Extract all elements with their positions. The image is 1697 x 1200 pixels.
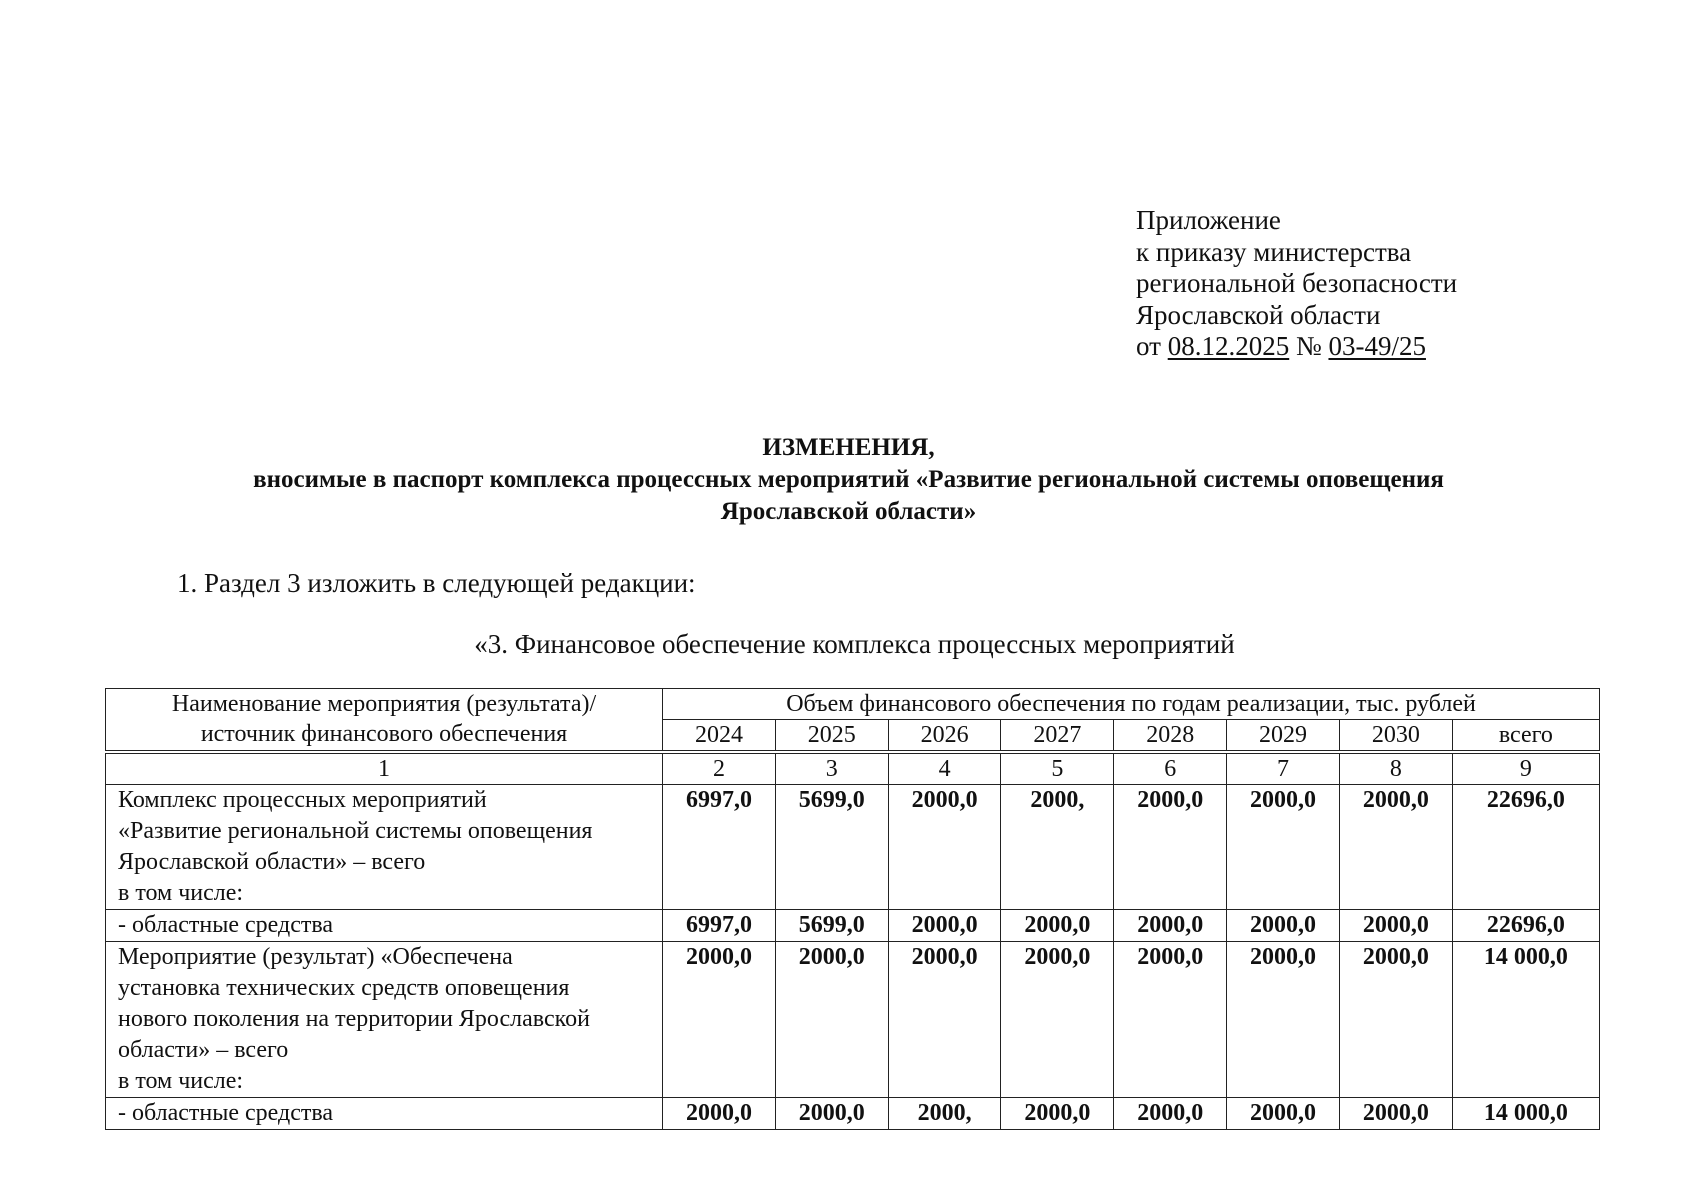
order-date: 08.12.2025: [1167, 331, 1290, 361]
document-title: ИЗМЕНЕНИЯ,: [762, 434, 935, 461]
column-number-cell: 5: [1001, 754, 1114, 785]
year-cell: 2025: [775, 720, 888, 751]
table-row: [106, 785, 1600, 910]
value-cell: 2000,0: [1339, 942, 1452, 1098]
column-number-cell: 1: [106, 754, 663, 785]
column-number-cell: 7: [1227, 754, 1340, 785]
value-cell: 2000,0: [888, 942, 1001, 1098]
appendix-line: Приложение: [1136, 205, 1281, 235]
value-cell: 2000,0: [1001, 1098, 1114, 1130]
value-cell: 2000,0: [888, 785, 1001, 910]
value-cell: 2000,0: [1114, 1098, 1227, 1130]
value-cell: 2000,0: [1339, 785, 1452, 910]
total-value-cell: 14 000,0: [1452, 942, 1599, 1098]
row-name-line: Мероприятие (результат) «Обеспечена: [118, 944, 513, 970]
row-name-line: области» – всего: [118, 1037, 289, 1063]
value-cell: 2000,0: [1227, 785, 1340, 910]
value-cell: 2000,0: [663, 1098, 776, 1130]
total-header-cell: всего: [1452, 720, 1599, 751]
row-name-line: Ярославской области» – всего: [118, 849, 426, 875]
value-cell: 2000,: [888, 1098, 1001, 1130]
year-cell: 2028: [1114, 720, 1227, 751]
row-name-line: в том числе:: [118, 1068, 244, 1094]
number-sign: №: [1295, 331, 1322, 361]
header-name-cell: [106, 689, 663, 751]
year-cell: 2027: [1001, 720, 1114, 751]
value-cell: 5699,0: [775, 785, 888, 910]
order-number: 03-49/25: [1328, 331, 1426, 361]
value-cell: 2000,: [1001, 785, 1114, 910]
column-number-cell: 2: [663, 754, 776, 785]
year-cell: 2029: [1227, 720, 1340, 751]
value-cell: 2000,0: [1339, 910, 1452, 942]
value-cell: 2000,0: [1114, 910, 1227, 942]
column-number-cell: 3: [775, 754, 888, 785]
total-value-cell: 22696,0: [1452, 785, 1599, 910]
row-name-line: установка технических средств оповещения: [118, 975, 570, 1001]
value-cell: 2000,0: [1339, 1098, 1452, 1130]
header-name-line: источник финансового обеспечения: [200, 721, 568, 747]
value-cell: 2000,0: [775, 942, 888, 1098]
row-name-line: Комплекс процессных мероприятий: [118, 787, 487, 813]
financing-table: [105, 688, 1600, 1130]
column-number-row: [106, 754, 1600, 785]
section-title: «3. Финансовое обеспечение комплекса процессных мероприятий: [474, 629, 1235, 659]
appendix-line: Ярославской области: [1136, 299, 1381, 330]
document-subtitle-line: вносимые в паспорт комплекса процессных мероприятий «Развитие региональной системы оповещения: [253, 466, 1444, 493]
value-cell: 2000,0: [1227, 910, 1340, 942]
value-cell: 5699,0: [775, 910, 888, 942]
year-cell: 2030: [1339, 720, 1452, 751]
row-name-cell: [106, 910, 663, 942]
value-cell: 2000,0: [1114, 942, 1227, 1098]
year-cell: 2026: [888, 720, 1001, 751]
total-value-cell: 22696,0: [1452, 910, 1599, 942]
value-cell: 2000,0: [1001, 942, 1114, 1098]
year-cell: 2024: [663, 720, 776, 751]
row-name-line: «Развитие региональной системы оповещения: [118, 818, 593, 844]
value-cell: 2000,0: [1001, 910, 1114, 942]
table-row: [106, 1098, 1600, 1130]
value-cell: 6997,0: [663, 785, 776, 910]
value-cell: 2000,0: [1227, 942, 1340, 1098]
row-name-line: нового поколения на территории Ярославской: [118, 1006, 590, 1032]
row-name-line: в том числе:: [118, 880, 244, 906]
header-name-line: Наименование мероприятия (результата)/: [171, 691, 597, 717]
total-value-cell: 14 000,0: [1452, 1098, 1599, 1130]
column-number-cell: 8: [1339, 754, 1452, 785]
document-heading: [0, 432, 1697, 528]
document-subtitle-line: Ярославской области»: [720, 498, 977, 525]
value-cell: 2000,0: [775, 1098, 888, 1130]
table-row: [106, 942, 1600, 1098]
value-cell: 2000,0: [888, 910, 1001, 942]
table-row: [106, 910, 1600, 942]
column-number-cell: 9: [1452, 754, 1599, 785]
row-name-cell: [106, 785, 663, 910]
appendix-line: региональной безопасности: [1136, 268, 1458, 298]
row-name-line: - областные средства: [118, 1100, 334, 1126]
order-reference: [1136, 331, 1457, 363]
row-name-line: - областные средства: [118, 912, 334, 938]
value-cell: 2000,0: [1114, 785, 1227, 910]
row-name-cell: [106, 1098, 663, 1130]
column-number-cell: 6: [1114, 754, 1227, 785]
header-volume-cell: Объем финансового обеспечения по годам реализации, тыс. рублей: [663, 689, 1600, 720]
column-number-cell: 4: [888, 754, 1001, 785]
header-row: [106, 689, 1600, 720]
row-name-cell: [106, 942, 663, 1098]
appendix-line: к приказу министерства: [1136, 236, 1412, 267]
value-cell: 6997,0: [663, 910, 776, 942]
appendix-block: [1136, 205, 1457, 363]
from-prefix: от: [1136, 331, 1161, 361]
value-cell: 2000,0: [1227, 1098, 1340, 1130]
instruction-point: 1. Раздел 3 изложить в следующей редакции:: [177, 568, 696, 598]
value-cell: 2000,0: [663, 942, 776, 1098]
